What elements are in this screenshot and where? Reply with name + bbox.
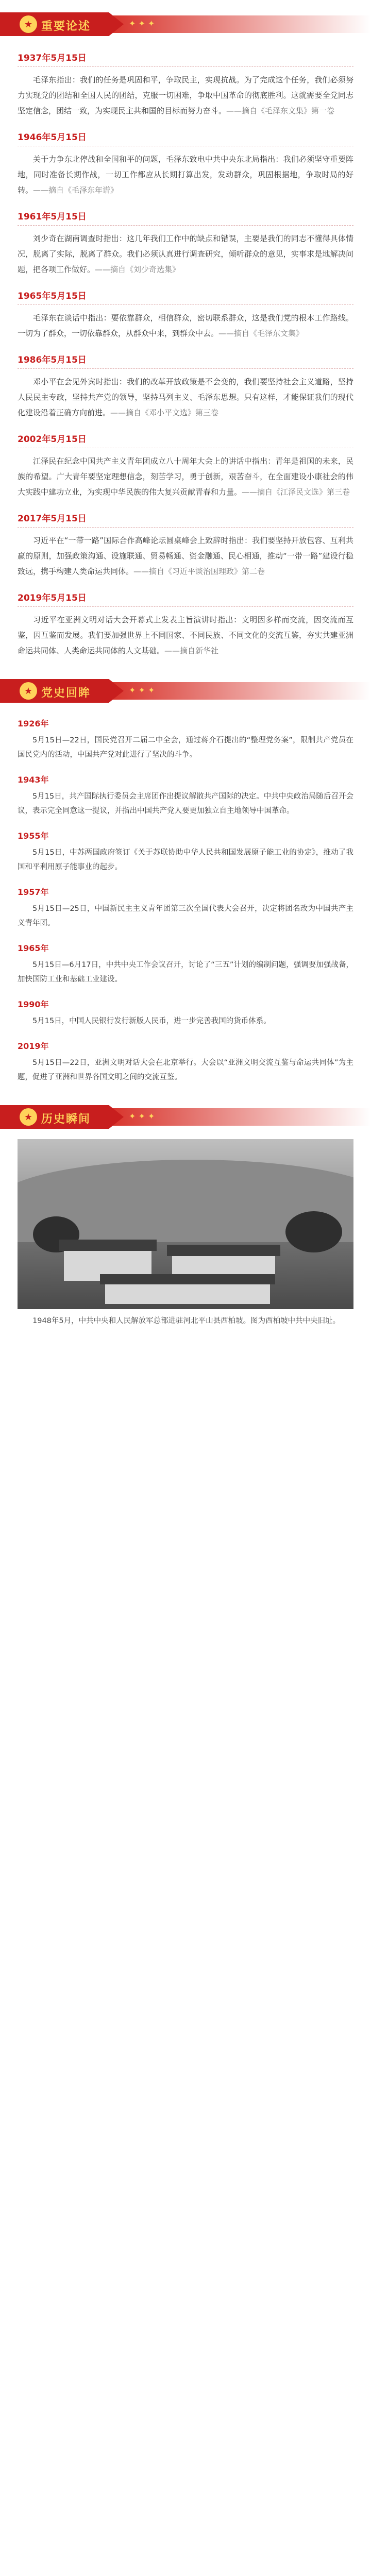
decorative-stars-icon: ✦ ✦ ✦ (129, 685, 155, 695)
quote-source: ——摘自《毛泽东文集》第一卷 (226, 106, 335, 115)
event-text: 5月15日，中苏两国政府签订《关于苏联协助中华人民共和国发展原子能工业的协定》，推动了我国和平利用原子能事业的起步。 (18, 849, 353, 871)
event-text: 5月15日—6月17日，中共中央工作会议召开，讨论了“三五”计划的编制问题，强调要加强战备，加快国防工业和基础工业建设。 (18, 961, 353, 984)
quote-entry (18, 289, 353, 341)
quote-entry (18, 130, 353, 198)
quote-source: ——摘自《刘少奇选集》 (95, 265, 180, 274)
quote-entry (18, 50, 353, 118)
quote-date: 2019年5月15日 (18, 590, 353, 607)
quote-source: ——摘自《邓小平文选》第三卷 (110, 408, 219, 417)
star-emblem-icon: ★ (20, 1108, 37, 1126)
quote-text: 习近平在亚洲文明对话大会开幕式上发表主旨演讲时指出：文明因多样而交流，因交流而互鉴，因互鉴而发展。我们要加强世界上不同国家、不同民族、不同文化的交流互鉴，夯实共建亚洲命运共同体、人类命运共同体的人文基础。——摘自新华社 (18, 615, 353, 655)
history-event (18, 773, 353, 818)
section-header-photo (0, 1102, 371, 1132)
section-header-history (0, 676, 371, 706)
quote-entry (18, 209, 353, 277)
quote-entry (18, 432, 353, 500)
decorative-stars-icon: ✦ ✦ ✦ (129, 19, 155, 28)
event-text: 5月15日—25日，中国新民主主义青年团第三次全国代表大会召开，决定将团名改为中国共产主义青年团。 (18, 905, 353, 927)
event-year: 1965年 (18, 943, 49, 953)
event-year: 1990年 (18, 999, 49, 1009)
quote-date: 2017年5月15日 (18, 511, 353, 528)
quotes-content (0, 50, 371, 658)
historical-photo (18, 1139, 353, 1309)
quote-date: 1965年5月15日 (18, 289, 353, 305)
quote-date: 1961年5月15日 (18, 209, 353, 226)
star-emblem-icon: ★ (20, 15, 37, 33)
event-year: 1955年 (18, 831, 49, 841)
photo-roof (59, 1240, 157, 1251)
quote-text: 毛泽东在谈话中指出：要依靠群众，相信群众，密切联系群众，这是我们党的根本工作路线。一切为了群众，一切依靠群众，从群众中来，到群众中去。——摘自《毛泽东文集》 (18, 313, 353, 338)
quote-text: 江泽民在纪念中国共产主义青年团成立八十周年大会上的讲话中指出：青年是祖国的未来，民族的希望。广大青年要坚定理想信念，刻苦学习，勇于创新，艰苦奋斗，在全面建设小康社会的伟大实践中建功立业，为实现中华民族的伟大复兴贡献青春和力量。——摘自《江泽民文选》第三卷 (18, 456, 353, 497)
event-year: 2019年 (18, 1041, 49, 1051)
quote-date: 1937年5月15日 (18, 50, 353, 67)
event-text: 5月15日—22日，国民党召开二届二中全会，通过蒋介石提出的“整理党务案”，限制共产党员在国民党内的活动，中国共产党对此进行了坚决的斗争。 (18, 736, 353, 759)
history-event (18, 998, 353, 1028)
quote-entry (18, 352, 353, 420)
star-emblem-icon: ★ (20, 682, 37, 700)
photo-caption: 1948年5月，中共中央和人民解放军总部进驻河北平山县西柏坡。图为西柏坡中共中央旧址。 (32, 1317, 341, 1325)
quote-source: ——摘自《毛泽东年谱》 (33, 185, 119, 195)
history-event (18, 829, 353, 874)
section-title: 重要论述 (41, 20, 91, 33)
section-header-quotes (0, 9, 371, 39)
quote-entry (18, 590, 353, 658)
history-event (18, 942, 353, 987)
quote-entry (18, 511, 353, 579)
event-year: 1943年 (18, 775, 49, 785)
photo-roof (167, 1245, 280, 1256)
quote-date: 2002年5月15日 (18, 432, 353, 448)
quote-text: 邓小平在会见外宾时指出：我们的改革开放政策是不会变的，我们要坚持社会主义道路，坚持人民民主专政，坚持共产党的领导，坚持马列主义、毛泽东思想。只有这样，才能保证我们的现代化建设沿着正确方向前进。——摘自《邓小平文选》第三卷 (18, 377, 353, 417)
quote-date: 1946年5月15日 (18, 130, 353, 146)
quote-source: ——摘自《毛泽东文集》 (218, 329, 304, 338)
quote-text: 习近平在“一带一路”国际合作高峰论坛圆桌峰会上致辞时指出：我们要坚持开放包容、互利共赢的原则，加强政策沟通、设施联通、贸易畅通、资金融通、民心相通，推动“一带一路”建设行稳致远，携手构建人类命运共同体。——摘自《习近平谈治国理政》第二卷 (18, 536, 353, 576)
quote-source: ——摘自《江泽民文选》第三卷 (242, 487, 350, 497)
history-event (18, 717, 353, 762)
history-content (0, 717, 371, 1084)
quote-source: ——摘自新华社 (164, 646, 219, 655)
section-title: 党史回眸 (41, 687, 91, 700)
decorative-stars-icon: ✦ ✦ ✦ (129, 1111, 155, 1121)
photo-roof (100, 1274, 275, 1284)
section-title: 历史瞬间 (41, 1113, 91, 1126)
event-text: 5月15日，共产国际执行委员会主席团作出提议解散共产国际的决定。中共中央政治局随后召开会议，表示完全同意这一提议，并指出中国共产党人要更加独立自主地领导中国革命。 (18, 792, 353, 815)
quote-text: 刘少奇在湖南调查时指出：这几年我们工作中的缺点和错误，主要是我们的同志不懂得具体情况，脱离了实际，脱离了群众。我们必须认真进行调查研究，倾听群众的意见，实事求是地解决问题，把各项工作做好。——摘自《刘少奇选集》 (18, 234, 353, 274)
quote-text: 关于力争东北停战和全国和平的问题，毛泽东致电中共中央东北局指出：我们必须坚守重要阵地，同时准备长期作战，一切工作都应从长期打算出发，发动群众，巩固根据地，争取时局的好转。——摘自《毛泽东年谱》 (18, 155, 353, 195)
quote-date: 1986年5月15日 (18, 352, 353, 369)
event-year: 1957年 (18, 887, 49, 897)
history-event (18, 1040, 353, 1084)
event-year: 1926年 (18, 719, 49, 728)
quote-text: 毛泽东指出：我们的任务是巩固和平，争取民主，实现抗战。为了完成这个任务，我们必须努力实现党的团结和全国人民的团结，克服一切困难，争取中国革命的彻底胜利。这就需要全党同志坚定信念，团结一致，为实现民主共和国的目标而努力奋斗。——摘自《毛泽东文集》第一卷 (18, 75, 353, 115)
event-text: 5月15日—22日，亚洲文明对话大会在北京举行。大会以“亚洲文明交流互鉴与命运共同体”为主题，促进了亚洲和世界各国文明之间的交流互鉴。 (18, 1059, 353, 1081)
photo-building (105, 1283, 270, 1304)
event-text: 5月15日，中国人民银行发行新版人民币，进一步完善我国的货币体系。 (32, 1017, 271, 1025)
quote-source: ——摘自《习近平谈治国理政》第二卷 (133, 567, 265, 576)
history-event (18, 886, 353, 930)
photo-tree (285, 1211, 342, 1252)
